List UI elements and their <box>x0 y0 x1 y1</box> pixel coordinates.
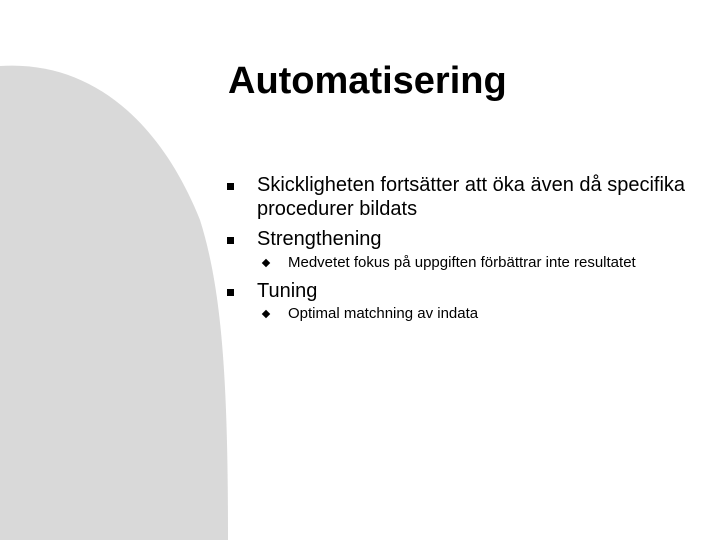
bullet-text: Strengthening <box>257 228 382 250</box>
bullet-square-icon <box>227 237 234 244</box>
slide-title: Automatisering <box>228 60 507 102</box>
bullet-text: Tuning <box>257 280 318 302</box>
bullet-square-icon <box>227 289 234 296</box>
bullet-square-icon <box>227 183 234 190</box>
bullet-text: Skickligheten fortsätter att öka även då specifika procedurer bildats <box>257 174 686 220</box>
sub-bullet-text: Medvetet fokus på uppgiften förbättrar inte resultatet <box>288 254 636 271</box>
sub-bullet-text: Optimal matchning av indata <box>288 305 479 322</box>
